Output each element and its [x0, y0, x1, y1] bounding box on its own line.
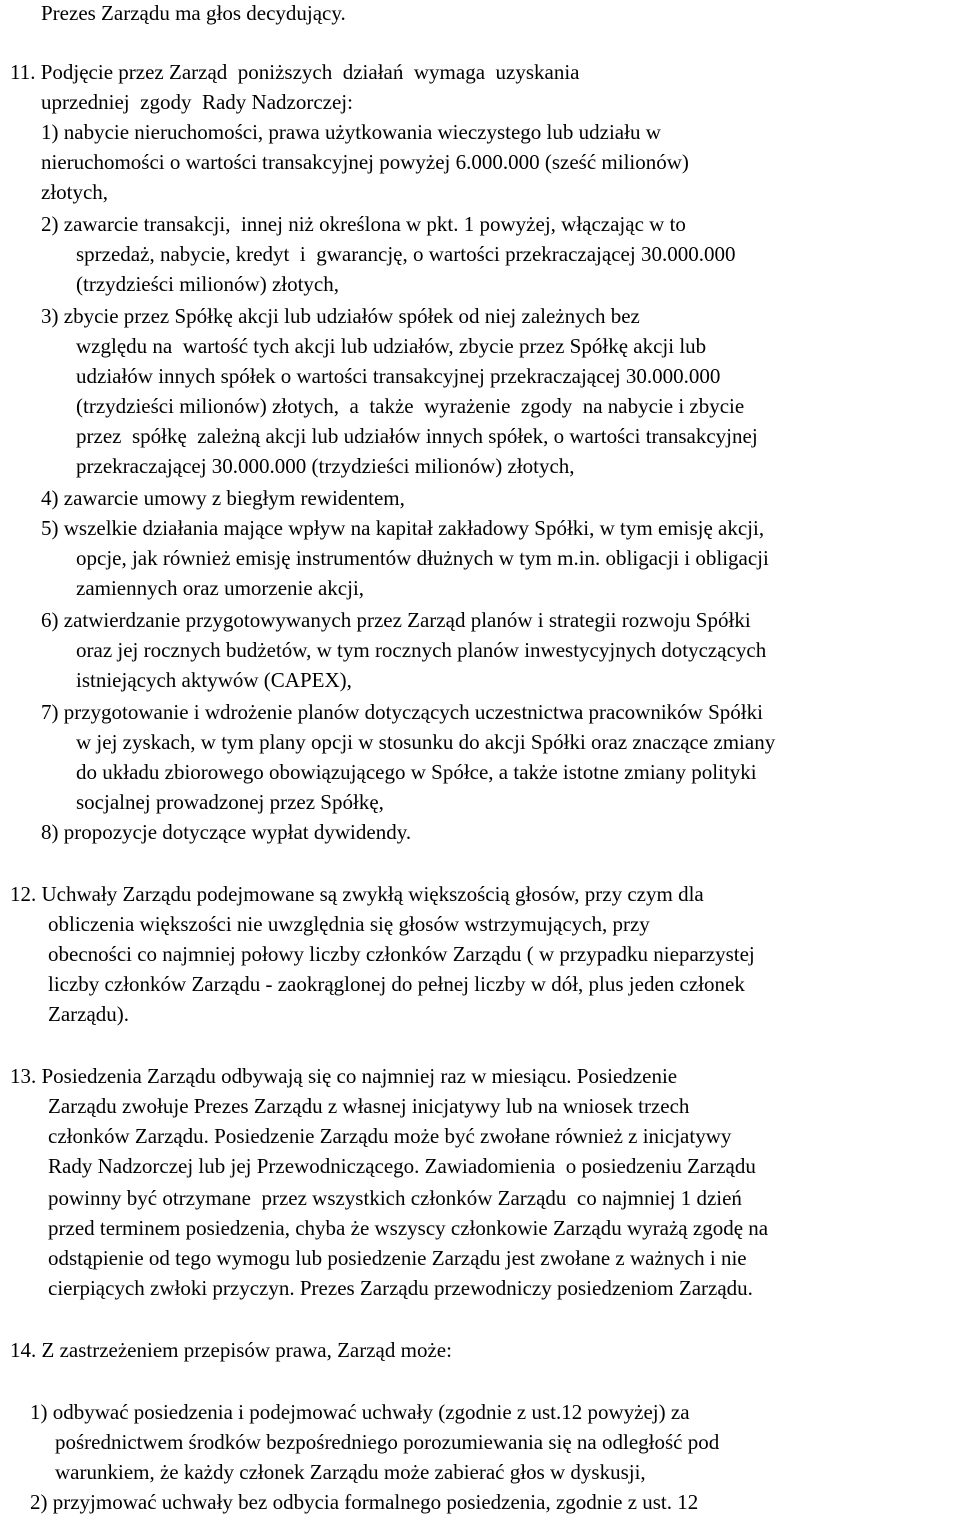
- list-item-8: 8) propozycje dotyczące wypłat dywidendy.: [41, 820, 412, 844]
- text-line: cierpiących zwłoki przyczyn. Prezes Zarządu przewodniczy posiedzeniom Zarządu.: [48, 1276, 753, 1300]
- text-line: do układu zbiorowego obowiązującego w Spółce, a także istotne zmiany polityki: [76, 760, 757, 784]
- text-line: udziałów innych spółek o wartości transakcyjnej przekraczającej 30.000.000: [76, 364, 721, 388]
- text-line: przekraczającej 30.000.000 (trzydzieści milionów) złotych,: [76, 454, 575, 478]
- list-item-4: 4) zawarcie umowy z biegłym rewidentem,: [41, 486, 405, 510]
- text-line: złotych,: [41, 180, 109, 204]
- list-item-6: 6) zatwierdzanie przygotowywanych przez Zarząd planów i strategii rozwoju Spółki: [41, 608, 751, 632]
- text-line: zamiennych oraz umorzenie akcji,: [76, 576, 365, 600]
- text-line: (trzydzieści milionów) złotych,: [76, 272, 340, 296]
- text-line: obliczenia większości nie uwzględnia się głosów wstrzymujących, przy: [48, 912, 650, 936]
- list-item-2: 2) zawarcie transakcji, innej niż określona w pkt. 1 powyżej, włączając w to: [41, 212, 686, 236]
- text-line: istniejących aktywów (CAPEX),: [76, 668, 352, 692]
- text-line: Prezes Zarządu ma głos decydujący.: [41, 1, 346, 25]
- text-line: w jej zyskach, w tym plany opcji w stosunku do akcji Spółki oraz znaczące zmiany: [76, 730, 776, 754]
- text-line: (trzydzieści milionów) złotych, a także wyrażenie zgody na nabycie i zbycie: [76, 394, 745, 418]
- text-line: liczby członków Zarządu - zaokrąglonej do pełnej liczby w dół, plus jeden członek: [48, 972, 745, 996]
- list-item-7: 7) przygotowanie i wdrożenie planów dotyczących uczestnictwa pracowników Spółki: [41, 700, 763, 724]
- section-11-heading: 11. Podjęcie przez Zarząd poniższych działań wymaga uzyskania: [10, 60, 580, 84]
- text-line: opcje, jak również emisję instrumentów dłużnych w tym m.in. obligacji i obligacji: [76, 546, 769, 570]
- text-line: Rady Nadzorczej lub jej Przewodniczącego. Zawiadomienia o posiedzeniu Zarządu: [48, 1154, 756, 1178]
- text-line: uprzedniej zgody Rady Nadzorczej:: [41, 90, 353, 114]
- text-line: pośrednictwem środków bezpośredniego porozumiewania się na odległość pod: [55, 1430, 720, 1454]
- list-item-1: 1) odbywać posiedzenia i podejmować uchwały (zgodnie z ust.12 powyżej) za: [30, 1400, 690, 1424]
- text-line: sprzedaż, nabycie, kredyt i gwarancję, o wartości przekraczającej 30.000.000: [76, 242, 736, 266]
- text-line: oraz jej rocznych budżetów, w tym rocznych planów inwestycyjnych dotyczących: [76, 638, 767, 662]
- section-14-heading: 14. Z zastrzeżeniem przepisów prawa, Zarząd może:: [10, 1338, 452, 1362]
- text-line: członków Zarządu. Posiedzenie Zarządu może być zwołane również z inicjatywy: [48, 1124, 732, 1148]
- list-item-3: 3) zbycie przez Spółkę akcji lub udziałów spółek od niej zależnych bez: [41, 304, 640, 328]
- section-13-heading: 13. Posiedzenia Zarządu odbywają się co najmniej raz w miesiącu. Posiedzenie: [10, 1064, 678, 1088]
- text-line: przed terminem posiedzenia, chyba że wszyscy członkowie Zarządu wyrażą zgodę na: [48, 1216, 769, 1240]
- text-line: Zarządu).: [48, 1002, 130, 1026]
- list-item-5: 5) wszelkie działania mające wpływ na kapitał zakładowy Spółki, w tym emisję akcji,: [41, 516, 765, 540]
- text-line: nieruchomości o wartości transakcyjnej powyżej 6.000.000 (sześć milionów): [41, 150, 689, 174]
- text-line: warunkiem, że każdy członek Zarządu może zabierać głos w dyskusji,: [55, 1460, 646, 1484]
- list-item-2: 2) przyjmować uchwały bez odbycia formalnego posiedzenia, zgodnie z ust. 12: [30, 1490, 699, 1514]
- text-line: względu na wartość tych akcji lub udziałów, zbycie przez Spółkę akcji lub: [76, 334, 707, 358]
- list-item-1: 1) nabycie nieruchomości, prawa użytkowania wieczystego lub udziału w: [41, 120, 661, 144]
- section-12-heading: 12. Uchwały Zarządu podejmowane są zwykłą większością głosów, przy czym dla: [10, 882, 704, 906]
- text-line: obecności co najmniej połowy liczby członków Zarządu ( w przypadku nieparzystej: [48, 942, 755, 966]
- text-line: przez spółkę zależną akcji lub udziałów innych spółek, o wartości transakcyjnej: [76, 424, 758, 448]
- text-line: Zarządu zwołuje Prezes Zarządu z własnej inicjatywy lub na wniosek trzech: [48, 1094, 690, 1118]
- text-line: powinny być otrzymane przez wszystkich członków Zarządu co najmniej 1 dzień: [48, 1186, 742, 1210]
- text-line: socjalnej prowadzonej przez Spółkę,: [76, 790, 384, 814]
- text-line: odstąpienie od tego wymogu lub posiedzenie Zarządu jest zwołane z ważnych i nie: [48, 1246, 747, 1270]
